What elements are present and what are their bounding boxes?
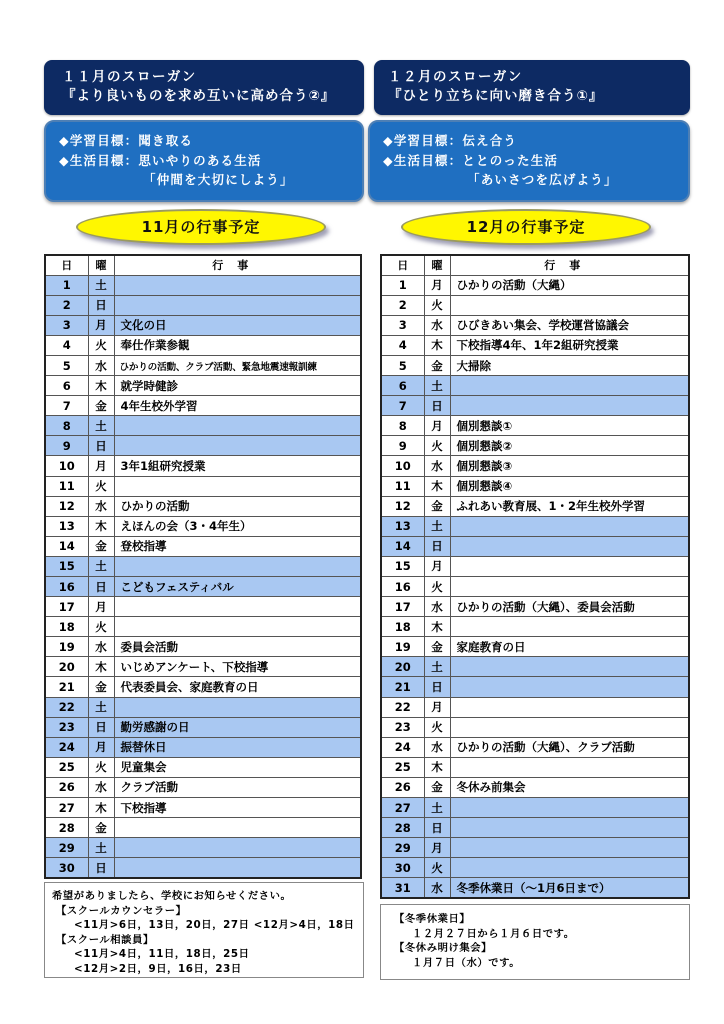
note-line: 【冬季休業日】 xyxy=(394,913,471,925)
event-cell: 3年1組研究授業 xyxy=(114,456,361,476)
day-cell: 7 xyxy=(381,396,424,416)
event-cell: ひかりの活動（大縄） xyxy=(450,275,689,295)
event-cell: 個別懇談② xyxy=(450,436,689,456)
december-life-goal: ◆生活目標：ととのった生活 xyxy=(383,152,559,168)
day-cell: 10 xyxy=(381,456,424,476)
december-slogan-phrase: 『ひとり立ちに向い磨き合う①』 xyxy=(388,88,604,104)
day-cell: 15 xyxy=(381,556,424,576)
table-row xyxy=(45,556,361,576)
event-cell: 勤労感謝の日 xyxy=(114,717,361,737)
day-cell: 6 xyxy=(45,376,88,396)
table-row xyxy=(381,416,689,436)
day-cell: 21 xyxy=(381,677,424,697)
table-row xyxy=(45,416,361,436)
weekday-cell: 金 xyxy=(88,396,114,416)
event-cell xyxy=(114,818,361,838)
event-cell: ひかりの活動 xyxy=(114,496,361,516)
table-row xyxy=(381,516,689,536)
table-row xyxy=(45,335,361,355)
table-row xyxy=(45,295,361,315)
table-row xyxy=(381,295,689,315)
weekday-cell: 月 xyxy=(424,416,450,436)
weekday-cell: 金 xyxy=(424,355,450,375)
weekday-cell: 土 xyxy=(424,798,450,818)
november-life-goal: ◆生活目標：思いやりのある生活 xyxy=(59,152,262,168)
weekday-cell: 水 xyxy=(424,315,450,335)
weekday-cell: 月 xyxy=(424,838,450,858)
weekday-cell: 土 xyxy=(88,838,114,858)
event-cell xyxy=(450,376,689,396)
table-row xyxy=(45,677,361,697)
weekday-cell: 金 xyxy=(88,818,114,838)
weekday-cell: 日 xyxy=(424,677,450,697)
weekday-cell: 水 xyxy=(88,496,114,516)
weekday-cell: 木 xyxy=(88,516,114,536)
weekday-cell: 金 xyxy=(424,637,450,657)
table-row xyxy=(381,335,689,355)
day-cell: 19 xyxy=(45,637,88,657)
note-line: 【冬休み明け集会】 xyxy=(394,942,493,954)
day-cell: 13 xyxy=(45,516,88,536)
weekday-cell: 金 xyxy=(88,677,114,697)
event-cell: こどもフェスティバル xyxy=(114,577,361,597)
event-cell xyxy=(114,617,361,637)
weekday-cell: 木 xyxy=(424,335,450,355)
weekday-cell: 日 xyxy=(424,818,450,838)
november-schedule-title: 11月の行事予定 xyxy=(76,209,326,245)
event-cell xyxy=(450,677,689,697)
event-cell: 大掃除 xyxy=(450,355,689,375)
event-cell: 個別懇談① xyxy=(450,416,689,436)
table-row xyxy=(45,577,361,597)
weekday-cell: 火 xyxy=(88,617,114,637)
header-day: 日 xyxy=(381,255,424,275)
weekday-cell: 月 xyxy=(424,556,450,576)
header-day: 日 xyxy=(45,255,88,275)
event-cell xyxy=(114,858,361,878)
day-cell: 5 xyxy=(45,355,88,375)
december-study-goal: ◆学習目標：伝え合う xyxy=(383,133,518,148)
event-cell xyxy=(450,657,689,677)
day-cell: 22 xyxy=(381,697,424,717)
table-row xyxy=(381,798,689,818)
table-row xyxy=(381,637,689,657)
day-cell: 26 xyxy=(381,777,424,797)
day-cell: 28 xyxy=(381,818,424,838)
table-row xyxy=(45,275,361,295)
event-cell xyxy=(450,556,689,576)
weekday-cell: 木 xyxy=(424,476,450,496)
event-cell: 下校指導4年、1年2組研究授業 xyxy=(450,335,689,355)
day-cell: 27 xyxy=(45,798,88,818)
event-cell xyxy=(450,858,689,878)
day-cell: 23 xyxy=(45,717,88,737)
november-study-goal: ◆学習目標：聞き取る xyxy=(59,133,194,148)
table-row xyxy=(45,757,361,777)
event-cell: 個別懇談③ xyxy=(450,456,689,476)
table-row xyxy=(45,858,361,878)
table-row xyxy=(45,355,361,375)
december-slogan-title: １２月のスローガン xyxy=(388,69,523,85)
weekday-cell: 日 xyxy=(88,436,114,456)
table-row xyxy=(381,737,689,757)
event-cell: 下校指導 xyxy=(114,798,361,818)
event-cell xyxy=(450,577,689,597)
table-row xyxy=(381,456,689,476)
day-cell: 5 xyxy=(381,355,424,375)
event-cell: 奉仕作業参観 xyxy=(114,335,361,355)
event-cell: ひかりの活動、クラブ活動、緊急地震速報訓練 xyxy=(114,355,361,375)
table-row xyxy=(381,556,689,576)
day-cell: 24 xyxy=(381,737,424,757)
day-cell: 28 xyxy=(45,818,88,838)
november-slogan-banner xyxy=(44,60,364,115)
event-cell xyxy=(114,838,361,858)
event-cell xyxy=(450,717,689,737)
table-row xyxy=(381,355,689,375)
day-cell: 9 xyxy=(381,436,424,456)
table-row xyxy=(45,436,361,456)
weekday-cell: 水 xyxy=(88,637,114,657)
day-cell: 16 xyxy=(381,577,424,597)
event-cell: ふれあい教育展、1・2年生校外学習 xyxy=(450,496,689,516)
november-counselor-note xyxy=(44,882,364,978)
weekday-cell: 金 xyxy=(424,496,450,516)
note-line: １月７日（水）です。 xyxy=(412,956,521,969)
weekday-cell: 日 xyxy=(88,717,114,737)
event-cell: ひかりの活動（大縄）、クラブ活動 xyxy=(450,737,689,757)
header-event: 行事 xyxy=(114,255,361,275)
november-goals-box xyxy=(44,120,364,202)
table-row xyxy=(45,657,361,677)
weekday-cell: 金 xyxy=(88,536,114,556)
day-cell: 25 xyxy=(381,757,424,777)
table-row xyxy=(381,677,689,697)
weekday-cell: 月 xyxy=(88,737,114,757)
table-row xyxy=(45,737,361,757)
event-cell: 冬休み前集会 xyxy=(450,777,689,797)
day-cell: 6 xyxy=(381,376,424,396)
day-cell: 15 xyxy=(45,556,88,576)
weekday-cell: 火 xyxy=(88,476,114,496)
note-line: 【スクールカウンセラー】 xyxy=(56,904,187,917)
weekday-cell: 金 xyxy=(424,777,450,797)
day-cell: 19 xyxy=(381,637,424,657)
event-cell: 冬季休業日（～1月6日まで） xyxy=(450,878,689,898)
table-row xyxy=(381,858,689,878)
december-holiday-note xyxy=(380,904,690,980)
table-row xyxy=(45,396,361,416)
weekday-cell: 月 xyxy=(88,315,114,335)
event-cell xyxy=(114,436,361,456)
weekday-cell: 土 xyxy=(88,556,114,576)
event-cell xyxy=(450,798,689,818)
weekday-cell: 水 xyxy=(424,737,450,757)
day-cell: 16 xyxy=(45,577,88,597)
event-cell xyxy=(450,697,689,717)
note-line: <11月>4日，11日，18日，25日 xyxy=(74,948,250,960)
weekday-cell: 土 xyxy=(424,657,450,677)
table-row xyxy=(381,657,689,677)
weekday-cell: 火 xyxy=(424,717,450,737)
day-cell: 7 xyxy=(45,396,88,416)
table-row xyxy=(381,717,689,737)
event-cell xyxy=(114,556,361,576)
day-cell: 29 xyxy=(381,838,424,858)
event-cell: 登校指導 xyxy=(114,536,361,556)
day-cell: 11 xyxy=(45,476,88,496)
table-header-row xyxy=(381,255,689,275)
table-row xyxy=(381,275,689,295)
november-life-goal-sub: 「仲間を大切にしよう」 xyxy=(143,172,294,187)
weekday-cell: 火 xyxy=(424,436,450,456)
event-cell xyxy=(114,476,361,496)
weekday-cell: 火 xyxy=(88,335,114,355)
event-cell: いじめアンケート、下校指導 xyxy=(114,657,361,677)
day-cell: 25 xyxy=(45,757,88,777)
header-weekday: 曜 xyxy=(88,255,114,275)
december-goals-box xyxy=(368,120,690,202)
december-table-body xyxy=(381,275,689,898)
event-cell: 家庭教育の日 xyxy=(450,637,689,657)
weekday-cell: 水 xyxy=(424,597,450,617)
table-row xyxy=(381,697,689,717)
event-cell xyxy=(114,697,361,717)
day-cell: 31 xyxy=(381,878,424,898)
day-cell: 9 xyxy=(45,436,88,456)
table-row xyxy=(381,597,689,617)
day-cell: 14 xyxy=(45,536,88,556)
weekday-cell: 土 xyxy=(88,275,114,295)
day-cell: 10 xyxy=(45,456,88,476)
weekday-cell: 月 xyxy=(424,697,450,717)
table-row xyxy=(45,516,361,536)
table-row xyxy=(45,697,361,717)
day-cell: 12 xyxy=(45,496,88,516)
weekday-cell: 土 xyxy=(88,416,114,436)
header-weekday: 曜 xyxy=(424,255,450,275)
weekday-cell: 日 xyxy=(88,295,114,315)
day-cell: 1 xyxy=(381,275,424,295)
weekday-cell: 月 xyxy=(424,275,450,295)
event-cell xyxy=(450,396,689,416)
weekday-cell: 木 xyxy=(88,376,114,396)
day-cell: 3 xyxy=(381,315,424,335)
day-cell: 3 xyxy=(45,315,88,335)
day-cell: 29 xyxy=(45,838,88,858)
weekday-cell: 木 xyxy=(424,617,450,637)
day-cell: 20 xyxy=(381,657,424,677)
event-cell xyxy=(450,818,689,838)
table-row xyxy=(45,717,361,737)
day-cell: 20 xyxy=(45,657,88,677)
day-cell: 4 xyxy=(45,335,88,355)
december-life-goal-sub: 「あいさつを広げよう」 xyxy=(467,172,618,187)
day-cell: 27 xyxy=(381,798,424,818)
weekday-cell: 土 xyxy=(424,376,450,396)
day-cell: 2 xyxy=(381,295,424,315)
event-cell xyxy=(450,295,689,315)
november-slogan-phrase: 『より良いものを求め互いに高め合う②』 xyxy=(62,88,336,104)
day-cell: 17 xyxy=(381,597,424,617)
table-row xyxy=(381,376,689,396)
weekday-cell: 日 xyxy=(424,536,450,556)
table-row xyxy=(45,376,361,396)
table-row xyxy=(45,476,361,496)
december-schedule-table xyxy=(380,254,690,899)
day-cell: 8 xyxy=(45,416,88,436)
event-cell xyxy=(114,275,361,295)
weekday-cell: 水 xyxy=(424,878,450,898)
table-row xyxy=(381,577,689,597)
note-line: 【スクール相談員】 xyxy=(56,933,154,946)
event-cell xyxy=(450,757,689,777)
table-row xyxy=(45,798,361,818)
event-cell xyxy=(450,516,689,536)
note-line: １２月２７日から１月６日です。 xyxy=(412,927,575,940)
weekday-cell: 木 xyxy=(88,657,114,677)
november-table-body xyxy=(45,275,361,878)
day-cell: 24 xyxy=(45,737,88,757)
day-cell: 18 xyxy=(381,617,424,637)
weekday-cell: 水 xyxy=(88,355,114,375)
day-cell: 2 xyxy=(45,295,88,315)
day-cell: 12 xyxy=(381,496,424,516)
table-row xyxy=(381,838,689,858)
table-row xyxy=(381,496,689,516)
table-row xyxy=(45,496,361,516)
day-cell: 22 xyxy=(45,697,88,717)
table-row xyxy=(381,878,689,898)
weekday-cell: 水 xyxy=(88,777,114,797)
table-row xyxy=(381,818,689,838)
table-row xyxy=(45,597,361,617)
note-line: <12月>2日，9日，16日，23日 xyxy=(74,962,242,975)
day-cell: 18 xyxy=(45,617,88,637)
table-row xyxy=(45,456,361,476)
day-cell: 4 xyxy=(381,335,424,355)
day-cell: 13 xyxy=(381,516,424,536)
event-cell xyxy=(450,838,689,858)
event-cell xyxy=(114,416,361,436)
weekday-cell: 日 xyxy=(424,396,450,416)
day-cell: 14 xyxy=(381,536,424,556)
weekday-cell: 木 xyxy=(88,798,114,818)
table-row xyxy=(45,617,361,637)
day-cell: 23 xyxy=(381,717,424,737)
day-cell: 1 xyxy=(45,275,88,295)
table-header-row xyxy=(45,255,361,275)
november-slogan-title: １１月のスローガン xyxy=(62,69,197,85)
weekday-cell: 月 xyxy=(88,597,114,617)
december-schedule-title: 12月の行事予定 xyxy=(401,209,651,245)
weekday-cell: 月 xyxy=(88,456,114,476)
day-cell: 21 xyxy=(45,677,88,697)
weekday-cell: 土 xyxy=(424,516,450,536)
event-cell: 代表委員会、家庭教育の日 xyxy=(114,677,361,697)
event-cell: 振替休日 xyxy=(114,737,361,757)
december-slogan-banner xyxy=(374,60,690,115)
event-cell: 委員会活動 xyxy=(114,637,361,657)
note-line: 希望がありましたら、学校にお知らせください。 xyxy=(52,890,292,902)
event-cell: 4年生校外学習 xyxy=(114,396,361,416)
event-cell: ひびきあい集会、学校運営協議会 xyxy=(450,315,689,335)
weekday-cell: 火 xyxy=(424,295,450,315)
table-row xyxy=(45,536,361,556)
event-cell xyxy=(450,617,689,637)
table-row xyxy=(381,617,689,637)
event-cell: ひかりの活動（大縄）、委員会活動 xyxy=(450,597,689,617)
table-row xyxy=(45,838,361,858)
weekday-cell: 土 xyxy=(88,697,114,717)
weekday-cell: 木 xyxy=(424,757,450,777)
day-cell: 30 xyxy=(45,858,88,878)
day-cell: 11 xyxy=(381,476,424,496)
weekday-cell: 火 xyxy=(88,757,114,777)
event-cell: えほんの会（3・4年生） xyxy=(114,516,361,536)
table-row xyxy=(381,777,689,797)
weekday-cell: 日 xyxy=(88,858,114,878)
event-cell xyxy=(450,536,689,556)
table-row xyxy=(381,396,689,416)
day-cell: 30 xyxy=(381,858,424,878)
day-cell: 8 xyxy=(381,416,424,436)
table-row xyxy=(381,476,689,496)
table-row xyxy=(45,818,361,838)
event-cell: 個別懇談④ xyxy=(450,476,689,496)
header-event: 行事 xyxy=(450,255,689,275)
event-cell xyxy=(114,295,361,315)
weekday-cell: 火 xyxy=(424,577,450,597)
event-cell: 就学時健診 xyxy=(114,376,361,396)
event-cell: 文化の日 xyxy=(114,315,361,335)
table-row xyxy=(45,637,361,657)
day-cell: 26 xyxy=(45,777,88,797)
table-row xyxy=(381,757,689,777)
event-cell: 児童集会 xyxy=(114,757,361,777)
weekday-cell: 火 xyxy=(424,858,450,878)
note-line: <11月>6日，13日，20日，27日 <12月>4日，18日 xyxy=(74,919,355,931)
event-cell xyxy=(114,597,361,617)
table-row xyxy=(381,436,689,456)
day-cell: 17 xyxy=(45,597,88,617)
table-row xyxy=(45,315,361,335)
weekday-cell: 水 xyxy=(424,456,450,476)
weekday-cell: 日 xyxy=(88,577,114,597)
table-row xyxy=(381,536,689,556)
table-row xyxy=(45,777,361,797)
november-schedule-table xyxy=(44,254,362,879)
event-cell: クラブ活動 xyxy=(114,777,361,797)
table-row xyxy=(381,315,689,335)
